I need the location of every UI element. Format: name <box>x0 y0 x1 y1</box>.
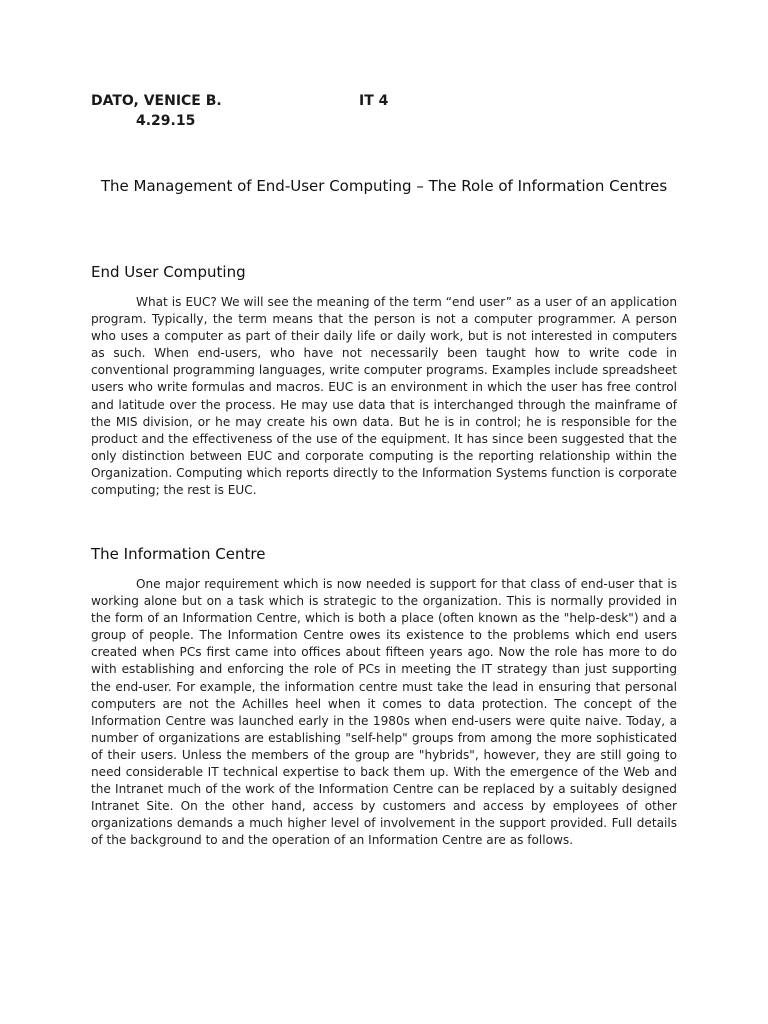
section-body-information-centre: One major requirement which is now needed is support for that class of end-user that is working alone but on a task which is strategic to the organization. This is normally provided in the form of an Information Centre, which is both a place (often known as the "help-desk") and a group of people. The Information Centre owes its existence to the problems which end users created when PCs first came into offices about fifteen years ago. Now the role has more to do with establishing and enforcing the role of PCs in meeting the IT strategy than just supporting the end-user. For example, the information centre must take the lead in ensuring that personal computers are not the Achilles heel when it comes to data protection. The concept of the Information Centre was launched early in the 1980s when end-users were quite naive. Today, a number of organizations are establishing "self-help" groups from among the more sophisticated of their users. Unless the members of the group are "hybrids", however, they are still going to need considerable IT technical expertise to back them up. With the emergence of the Web and the Intranet much of the work of the Information Centre can be replaced by a suitably designed Intranet Site. On the other hand, access by customers and access by employees of other organizations demands a much higher level of involvement in the support provided. Full details of the background to and the operation of an Information Centre are as follows. <box>91 577 677 848</box>
course-code: IT 4 <box>359 93 389 109</box>
section-heading-information-centre: The Information Centre <box>91 545 266 563</box>
document-date: 4.29.15 <box>136 113 196 129</box>
document-title: The Management of End-User Computing – The Role of Information Centres <box>100 177 668 195</box>
section-heading-euc: End User Computing <box>91 263 246 281</box>
student-name: DATO, VENICE B. <box>91 93 222 109</box>
section-body-euc: What is EUC? We will see the meaning of the term “end user” as a user of an application program. Typically, the term means that the person is not a computer programmer. A person who uses a computer as part of their daily life or daily work, but is not interested in computers as such. When end-users, who have not necessarily been taught how to write code in conventional programming languages, write computer programs. Examples include spreadsheet users who write formulas and macros. EUC is an environment in which the user has free control and latitude over the process. He may use data that is interchanged through the mainframe of the MIS division, or he may create his own data. But he is in control; he is responsible for the product and the effectiveness of the use of the equipment. It has since been suggested that the only distinction between EUC and corporate computing is the reporting relationship within the Organization. Computing which reports directly to the Information Systems function is corporate computing; the rest is EUC. <box>91 295 677 498</box>
